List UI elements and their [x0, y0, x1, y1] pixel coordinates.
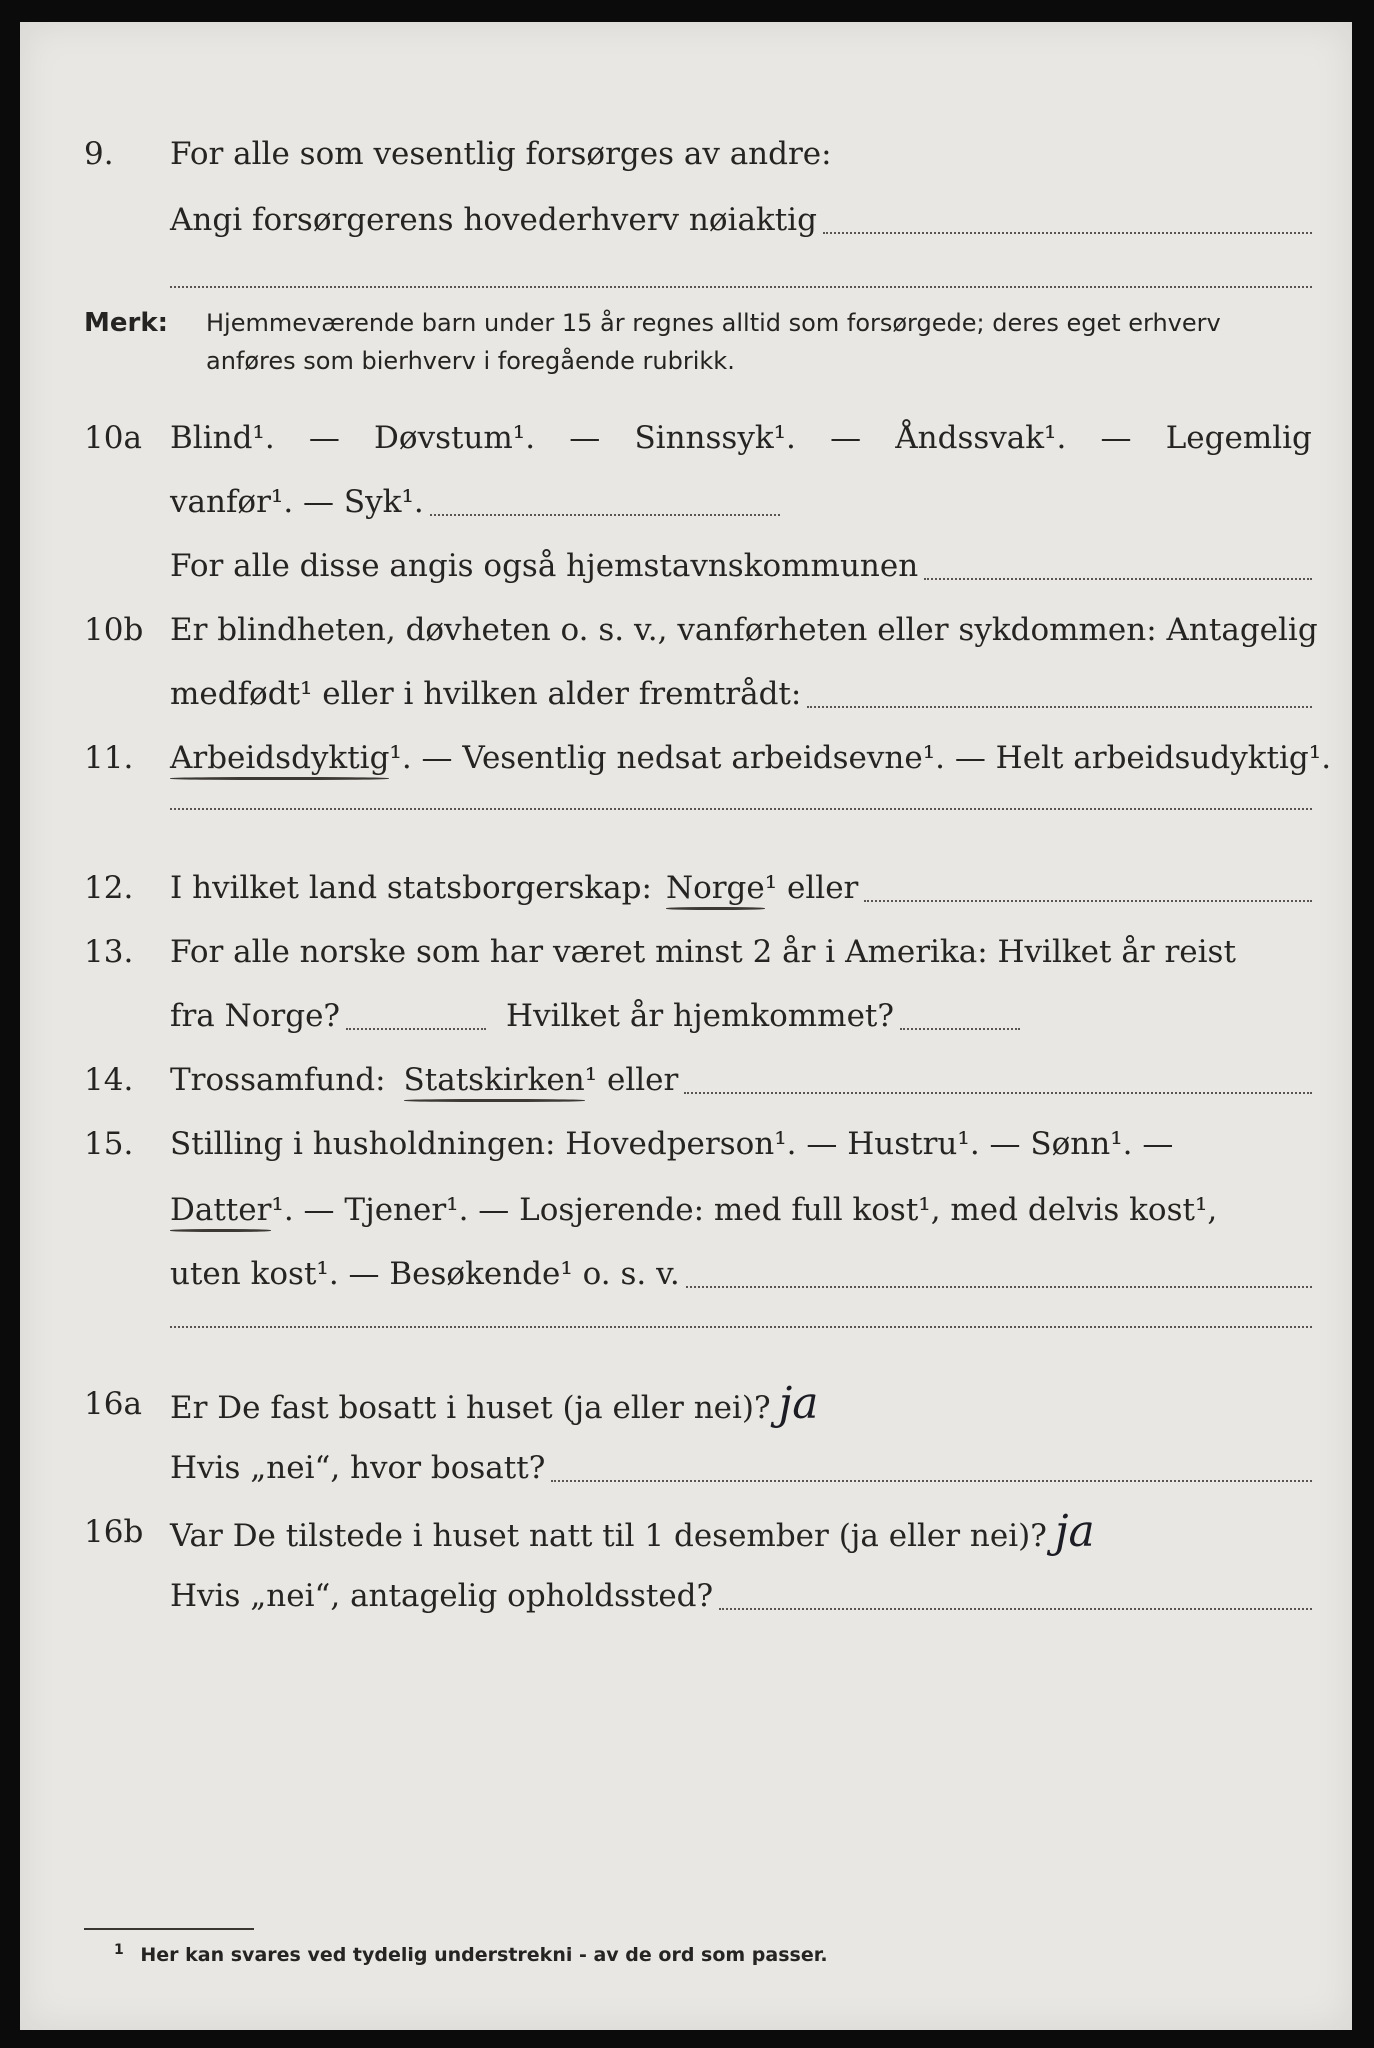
q9-row-1 — [20, 128, 1352, 180]
q16b-handwritten-answer[interactable]: ja — [1054, 1506, 1095, 1557]
q10a-opt-sinnssyk[interactable]: Sinnssyk¹. — [634, 420, 796, 456]
q16b-stay-label: Hvis „nei“, antagelig opholdssted? — [170, 1578, 714, 1614]
q11-number: 11. — [84, 740, 134, 776]
q15-options-1[interactable]: Stilling i husholdningen: Hovedperson¹. — Hustru¹. — Sønn¹. — — [170, 1126, 1174, 1162]
footnote-text: Her kan svares ved tydelig understrekni - av de ord som passer. — [140, 1944, 828, 1966]
form-page — [20, 22, 1352, 2030]
q16a-question: Er De fast bosatt i huset (ja eller nei)? — [170, 1390, 771, 1426]
q11-opt-arbeidsdyktig[interactable]: Arbeidsdyktig — [170, 732, 389, 784]
q9-provider-answer-line[interactable] — [823, 232, 1312, 234]
q10a-dash-4: — — [1100, 420, 1132, 456]
q12-opt-eller: ¹ eller — [764, 870, 859, 906]
q13-return-answer-line[interactable] — [900, 1028, 1020, 1030]
q16a-where-answer-line[interactable] — [551, 1480, 1312, 1482]
q12-question: I hvilket land statsborgerskap: — [170, 870, 652, 906]
q10b-row-1 — [20, 604, 1352, 656]
q16a-number: 16a — [84, 1386, 142, 1422]
q12-row — [20, 862, 1352, 914]
q10b-row-2 — [20, 668, 1352, 720]
q10b-onset-answer-line[interactable] — [807, 706, 1312, 708]
q16b-question: Var De tilstede i huset natt til 1 desember (ja eller nei)? — [170, 1518, 1047, 1554]
note-label: Merk: — [84, 308, 169, 338]
q12-answer-line[interactable] — [864, 900, 1312, 902]
q12-opt-norge[interactable]: Norge — [666, 862, 765, 914]
q12-number: 12. — [84, 870, 134, 906]
q11-answer-line[interactable] — [170, 808, 1312, 810]
note-line-1: Hjemmeværende barn under 15 år regnes alltid som forsørgede; deres eget erhverv — [206, 309, 1221, 337]
q9-question: For alle som vesentlig forsørges av andre: — [170, 136, 832, 172]
q10a-hometown-label: For alle disse angis også hjemstavnskommunen — [170, 548, 919, 584]
q14-number: 14. — [84, 1062, 134, 1098]
q10a-dash-2: — — [569, 420, 601, 456]
q9-number: 9. — [84, 136, 114, 172]
q15-opt-datter[interactable]: Datter — [170, 1184, 271, 1236]
q16a-where-label: Hvis „nei“, hvor bosatt? — [170, 1450, 546, 1486]
q16a-row-1 — [20, 1378, 1352, 1430]
q14-answer-line[interactable] — [684, 1092, 1312, 1094]
q11-row-1 — [20, 732, 1352, 784]
footnote — [114, 1941, 828, 1966]
q16b-row-2 — [20, 1570, 1352, 1622]
q13-row-2 — [20, 990, 1352, 1042]
note-line-2: anføres som bierhverv i foregående rubrikk. — [206, 347, 735, 375]
q10a-opt-dovstum[interactable]: Døvstum¹. — [374, 420, 536, 456]
q15-answer-line[interactable] — [686, 1286, 1312, 1288]
q13-return-label: Hvilket år hjemkommet? — [506, 998, 895, 1034]
q15-extra-answer-line[interactable] — [170, 1326, 1312, 1328]
q10a-row-1 — [20, 412, 1352, 464]
q10a-opt-legemlig[interactable]: Legemlig — [1165, 420, 1312, 456]
q15-row-1 — [20, 1118, 1352, 1170]
q14-opt-eller: ¹ eller — [584, 1062, 679, 1098]
q10a-dash-3: — — [830, 420, 862, 456]
q10a-number: 10a — [84, 420, 142, 456]
q13-left-answer-line[interactable] — [346, 1028, 486, 1030]
q11-other-options[interactable]: ¹. — Vesentlig nedsat arbeidsevne¹. — Helt arbeidsudyktig¹. — [389, 740, 1332, 776]
q10b-number: 10b — [84, 612, 144, 648]
q15-number: 15. — [84, 1126, 134, 1162]
footnote-rule — [84, 1928, 254, 1930]
q10a-syk-answer-line[interactable] — [430, 514, 780, 516]
q16a-handwritten-answer[interactable]: ja — [778, 1378, 819, 1429]
q16b-row-1 — [20, 1506, 1352, 1558]
q9-provider-label: Angi forsørgerens hovederhverv nøiaktig — [170, 202, 817, 238]
q15-row-2 — [20, 1184, 1352, 1236]
q10b-question: Er blindheten, døvheten o. s. v., vanførheten eller sykdommen: Antagelig — [170, 612, 1318, 648]
q13-row-1 — [20, 926, 1352, 978]
q10a-opt-vanfor-syk[interactable]: vanfør¹. — Syk¹. — [170, 484, 424, 520]
q15-options-2[interactable]: ¹. — Tjener¹. — Losjerende: med full kost¹, med delvis kost¹, — [271, 1192, 1218, 1228]
q15-options-3[interactable]: uten kost¹. — Besøkende¹ o. s. v. — [170, 1256, 680, 1292]
q16b-stay-answer-line[interactable] — [719, 1608, 1312, 1610]
q10a-row-2 — [20, 476, 1352, 528]
q14-opt-statskirken[interactable]: Statskirken — [404, 1054, 585, 1106]
q10a-opt-andssvak[interactable]: Åndssvak¹. — [895, 420, 1067, 456]
q13-question: For alle norske som har været minst 2 år i Amerika: Hvilket år reist — [170, 934, 1236, 970]
q16a-row-2 — [20, 1442, 1352, 1494]
q9-extra-answer-line[interactable] — [170, 286, 1312, 288]
q13-number: 13. — [84, 934, 134, 970]
q10a-opt-blind[interactable]: Blind¹. — [170, 420, 275, 456]
q14-row — [20, 1054, 1352, 1106]
q10a-hometown-answer-line[interactable] — [924, 578, 1312, 580]
footnote-mark: 1 — [114, 1941, 124, 1958]
q9-row-2 — [20, 194, 1352, 246]
q10a-dash-1: — — [308, 420, 340, 456]
q13-left-label: fra Norge? — [170, 998, 341, 1034]
q14-question: Trossamfund: — [170, 1062, 386, 1098]
q15-row-3 — [20, 1248, 1352, 1300]
q10b-onset-label: medfødt¹ eller i hvilken alder fremtrådt: — [170, 676, 802, 712]
q10a-row-3 — [20, 540, 1352, 592]
q16b-number: 16b — [84, 1514, 144, 1550]
